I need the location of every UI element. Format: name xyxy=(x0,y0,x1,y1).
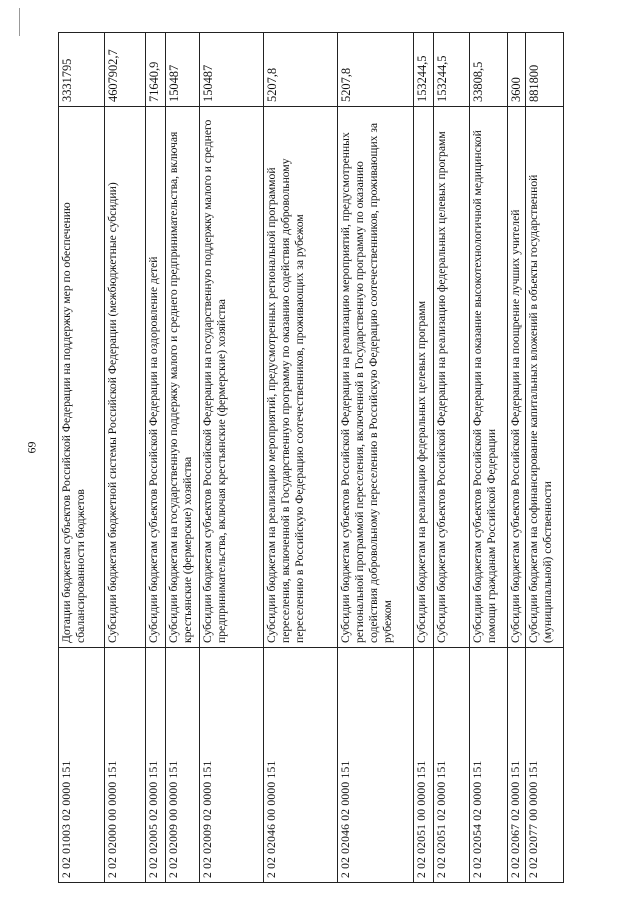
budget-amount: 153244,5 xyxy=(414,33,434,107)
budget-revenue-table xyxy=(58,32,564,883)
table-row xyxy=(434,33,470,883)
budget-code: 2 02 02051 00 0000 151 xyxy=(414,648,434,883)
budget-amount: 3600 xyxy=(508,33,526,107)
budget-code: 2 02 02046 02 0000 151 xyxy=(338,648,414,883)
budget-item-name: Субсидии бюджетам субъектов Российской Федерации на оказание высокотехнологичной медицинской помощи гражданам Российской Федерации xyxy=(470,107,508,648)
budget-amount: 150487 xyxy=(166,33,200,107)
budget-code: 2 02 02000 00 0000 151 xyxy=(105,648,146,883)
table-row xyxy=(146,33,166,883)
budget-code: 2 02 02051 02 0000 151 xyxy=(434,648,470,883)
table-row xyxy=(526,33,564,883)
budget-item-name: Субсидии бюджетам субъектов Российской Федерации на оздоровление детей xyxy=(146,107,166,648)
budget-item-name: Субсидии бюджетам субъектов Российской Федерации на реализацию мероприятий, предусмотренных региональной программой переселения, включенной в Государственную программу по оказанию содействия добровольному переселению в Российскую Федерацию соотечественников, проживающих за рубежом xyxy=(338,107,414,648)
budget-item-name: Субсидии бюджетам субъектов Российской Федерации на поощрение лучших учителей xyxy=(508,107,526,648)
budget-amount: 5207,8 xyxy=(338,33,414,107)
budget-item-name: Субсидии бюджетам на реализацию мероприятий, предусмотренных региональной программой переселения, включенной в Государственную программу по оказанию содействия добровольному переселению в Российскую Федерацию соотечественников, проживающих за рубежом xyxy=(264,107,338,648)
budget-code: 2 02 02046 00 0000 151 xyxy=(264,648,338,883)
table-row xyxy=(414,33,434,883)
budget-code: 2 02 02077 00 0000 151 xyxy=(526,648,564,883)
budget-code: 2 02 02009 00 0000 151 xyxy=(166,648,200,883)
budget-amount: 881800 xyxy=(526,33,564,107)
budget-amount: 3331795 xyxy=(59,33,105,107)
budget-code: 2 02 02067 02 0000 151 xyxy=(508,648,526,883)
table-row xyxy=(105,33,146,883)
budget-code: 2 02 02005 02 0000 151 xyxy=(146,648,166,883)
budget-amount: 33808,5 xyxy=(470,33,508,107)
budget-code: 2 02 02054 02 0000 151 xyxy=(470,648,508,883)
table-row xyxy=(166,33,200,883)
budget-code: 2 02 02009 02 0000 151 xyxy=(200,648,264,883)
table-row xyxy=(470,33,508,883)
budget-code: 2 02 01003 02 0000 151 xyxy=(59,648,105,883)
budget-amount: 153244,5 xyxy=(434,33,470,107)
table-row xyxy=(59,33,105,883)
budget-item-name: Субсидии бюджетам на реализацию федеральных целевых программ xyxy=(414,107,434,648)
rotated-page-content xyxy=(58,33,563,883)
scan-edge-mark xyxy=(19,8,20,36)
table-row xyxy=(508,33,526,883)
budget-item-name: Субсидии бюджетам на софинансирование капитальных вложений в объекты государственной (муниципальной) собственности xyxy=(526,107,564,648)
budget-amount: 4607902,7 xyxy=(105,33,146,107)
budget-amount: 150487 xyxy=(200,33,264,107)
page-number: 69 xyxy=(24,441,39,454)
table-row xyxy=(264,33,338,883)
budget-item-name: Субсидии бюджетам на государственную поддержку малого и среднего предпринимательства, включая крестьянские (фермерские) хозяйства xyxy=(166,107,200,648)
budget-item-name: Субсидии бюджетам субъектов Российской Федерации на реализацию федеральных целевых программ xyxy=(434,107,470,648)
budget-amount: 71640,9 xyxy=(146,33,166,107)
budget-item-name: Субсидии бюджетам субъектов Российской Федерации на государственную поддержку малого и среднего предпринимательства, включая крестьянские (фермерские) хозяйства xyxy=(200,107,264,648)
table-row xyxy=(338,33,414,883)
budget-amount: 5207,8 xyxy=(264,33,338,107)
budget-item-name: Дотации бюджетам субъектов Российской Федерации на поддержку мер по обеспечению сбалансированности бюджетов xyxy=(59,107,105,648)
table-row xyxy=(200,33,264,883)
budget-item-name: Субсидии бюджетам бюджетной системы Российской Федерации (межбюджетные субсидии) xyxy=(105,107,146,648)
